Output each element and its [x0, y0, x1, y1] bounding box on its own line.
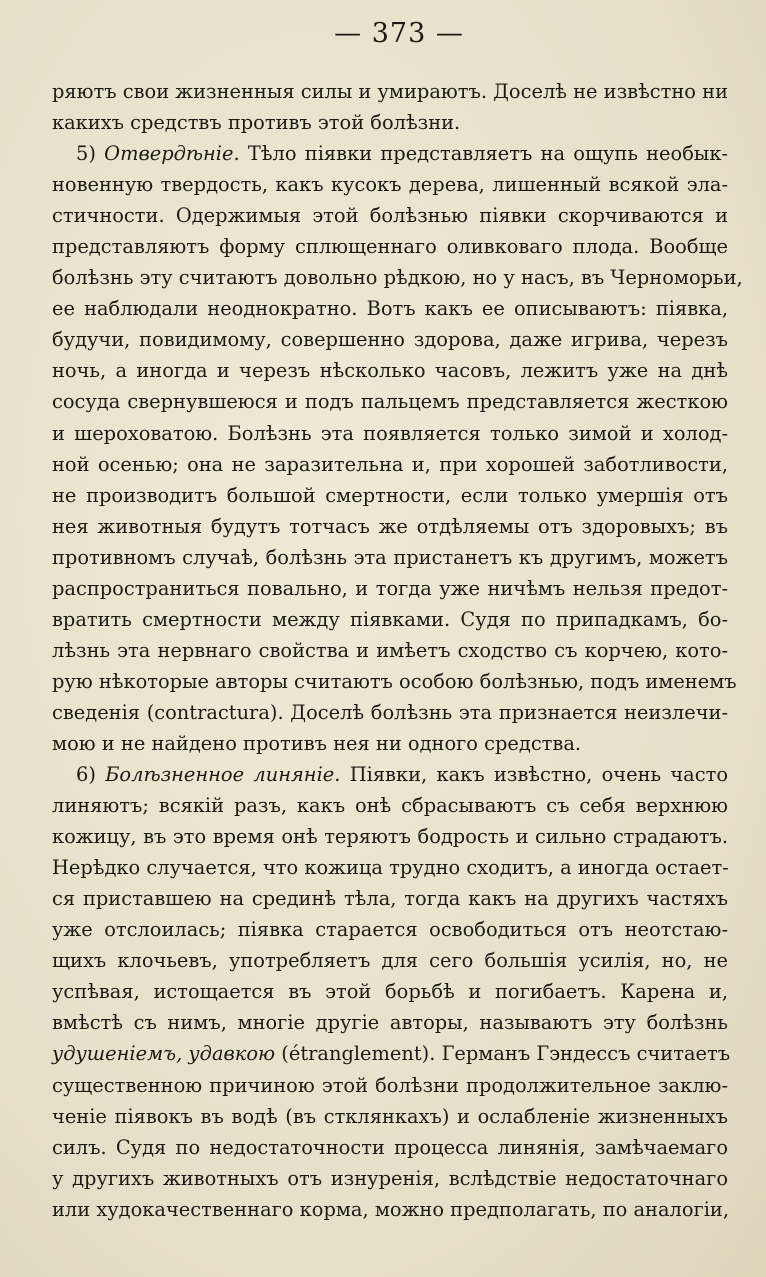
body-text [52, 76, 743, 1225]
emphasized-term: удушеніемъ, удавкою [52, 1042, 276, 1066]
text-line: сосуда свернувшеюся и подъ пальцемъ представляется жесткою [52, 390, 728, 414]
text-line: щихъ клочьевъ, употребляетъ для сего большія усилія, но, не [52, 949, 728, 973]
text-line: противномъ случаѣ, болѣзнь эта пристанетъ къ другимъ, можетъ [52, 545, 728, 569]
text-line: силъ. Судя по недостаточности процесса линянія, замѣчаемаго [52, 1135, 728, 1159]
text-line: болѣзнь эту считаютъ довольно рѣдкою, но у насъ, въ Черноморьи, [52, 266, 743, 290]
text-line: какихъ средствъ противъ этой болѣзни. [52, 111, 461, 135]
text-line: сведенія (contractura). Доселѣ болѣзнь эта признается неизлечи- [52, 700, 728, 724]
text-line: и шероховатою. Болѣзнь эта появляется только зимой и холод- [52, 421, 728, 445]
text-line: успѣвая, истощается въ этой борьбѣ и погибаетъ. Карена и, [52, 980, 728, 1004]
text-line: стичности. Одержимыя этой болѣзнью піявки скорчиваются и [52, 204, 728, 228]
section-heading-line: 6) Болѣзненное линяніе. Піявки, какъ извѣстно, очень часто [76, 763, 728, 787]
text-line: нея животныя будутъ тотчасъ же отдѣляемы отъ здоровыхъ; въ [52, 514, 728, 538]
text-line: у другихъ животныхъ отъ изнуренія, вслѣдствіе недостаточнаго [52, 1166, 728, 1190]
emphasized-term: Отвердѣніе. [104, 142, 240, 166]
section-heading-line: 5) Отвердѣніе. Тѣло піявки представляетъ на ощупь необык- [76, 142, 728, 166]
text-line: не производитъ большой смертности, если только умершія отъ [52, 483, 728, 507]
text-line: линяютъ; всякій разъ, какъ онѣ сбрасываютъ съ себя верхнюю [52, 794, 728, 818]
text-line: распространиться повально, и тогда уже ничѣмъ нельзя предот- [52, 576, 728, 600]
text-line: ся приставшею на срединѣ тѣла, тогда какъ на другихъ частяхъ [52, 887, 728, 911]
text-line: будучи, повидимому, совершенно здорова, даже игрива, черезъ [52, 328, 728, 352]
text-line: ной осенью; она не заразительна и, при хорошей заботливости, [52, 452, 728, 476]
text-line: мою и не найдено противъ нея ни одного средства. [52, 731, 582, 755]
text-line: вмѣстѣ съ нимъ, многіе другіе авторы, называютъ эту болѣзнь [52, 1011, 728, 1035]
text-line: или худокачественнаго корма, можно предполагать, по аналогіи, [52, 1197, 729, 1221]
text-line: новенную твердость, какъ кусокъ дерева, лишенный всякой эла- [52, 173, 728, 197]
text-line: Нерѣдко случается, что кожица трудно сходитъ, а иногда остает- [52, 856, 729, 880]
text-line: лѣзнь эта нервнаго свойства и имѣетъ сходство съ корчею, кото- [52, 638, 728, 662]
text-line: вратить смертности между піявками. Судя по припадкамъ, бо- [52, 607, 728, 631]
text-line: кожицу, въ это время онѣ теряютъ бодрость и сильно страдаютъ. [52, 825, 728, 849]
text-line: уже отслоилась; піявка старается освободиться отъ неотстаю- [52, 918, 728, 942]
page-number: — 373 — [334, 18, 464, 49]
text-line: ченіе піявокъ въ водѣ (въ стклянкахъ) и ослабленіе жизненныхъ [52, 1104, 728, 1128]
text-line: ее наблюдали неоднократно. Вотъ какъ ее описываютъ: піявка, [52, 297, 728, 321]
text-line: рую нѣкоторые авторы считаютъ особою болѣзнью, подъ именемъ [52, 669, 737, 693]
text-line: представляютъ форму сплющеннаго оливковаго плода. Вообще [52, 235, 728, 259]
text-line: удушеніемъ, удавкою (étranglement). Германъ Гэндессъ считаетъ [52, 1042, 731, 1066]
text-line: существенною причиною этой болѣзни продолжительное заклю- [52, 1073, 728, 1097]
emphasized-term: Болѣзненное линяніе. [105, 763, 341, 787]
text-line: ряютъ свои жизненныя силы и умираютъ. Доселѣ не извѣстно ни [52, 80, 728, 103]
text-line: ночь, а иногда и черезъ нѣсколько часовъ, лежитъ уже на днѣ [52, 359, 728, 383]
